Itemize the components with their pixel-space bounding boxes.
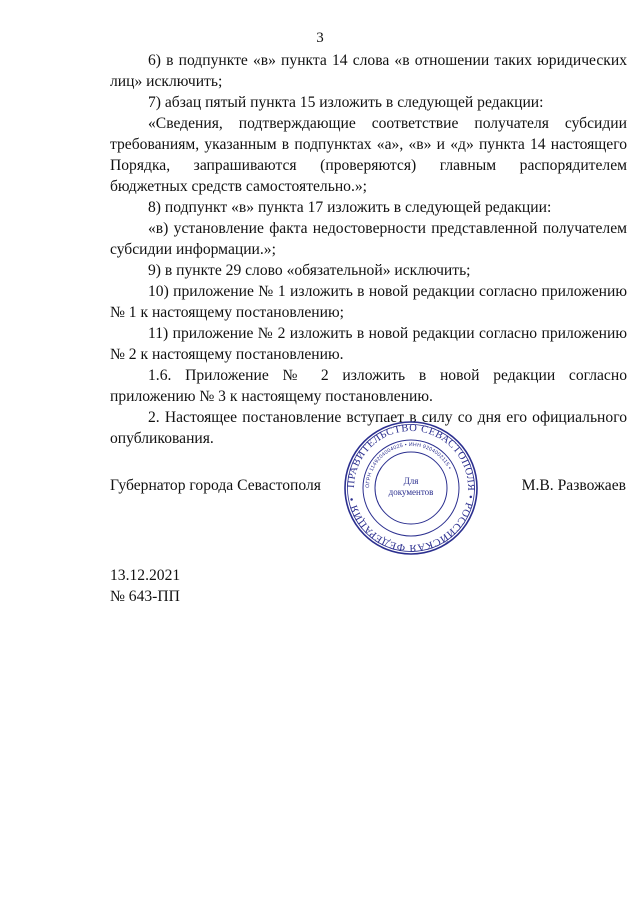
seal-center-line2: документов	[388, 487, 434, 497]
seal-center-line1: Для	[403, 476, 419, 486]
paragraph-item-9: 9) в пункте 29 слово «обязательной» исключить;	[148, 262, 471, 279]
seal-inner-text: ОГРН 1149204004025 • ИНН 9204002115 •	[364, 441, 453, 489]
paragraph-item-7: 7) абзац пятый пункта 15 изложить в следующей редакции:	[148, 94, 544, 111]
document-number: № 643-ПП	[110, 588, 180, 605]
paragraph-item-10: 10) приложение № 1 изложить в новой редакции согласно приложению № 1 к настоящему постановлению;	[110, 283, 627, 321]
paragraph-quote-17: «в) установление факта недостоверности представленной получателем субсидии информации.»;	[110, 220, 627, 258]
signatory-name: М.В. Развожаев	[521, 477, 626, 494]
page-number: 3	[316, 30, 324, 46]
seal-outer-text: ПРАВИТЕЛЬСТВО СЕВАСТОПОЛЯ • РОССИЙСКАЯ ФЕДЕРАЦИЯ •	[345, 422, 477, 554]
official-seal	[343, 420, 479, 556]
paragraph-item-2: 2. Настоящее постановление вступает в силу со дня его официального опубликования.	[110, 409, 627, 447]
document-date: 13.12.2021	[110, 567, 181, 584]
paragraph-item-6: 6) в подпункте «в» пункта 14 слова «в отношении таких юридических лиц» исключить;	[110, 52, 627, 90]
signatory-title: Губернатор города Севастополя	[110, 477, 321, 494]
paragraph-item-8: 8) подпункт «в» пункта 17 изложить в следующей редакции:	[148, 199, 552, 216]
paragraph-item-11: 11) приложение № 2 изложить в новой редакции согласно приложению № 2 к настоящему постановлению.	[110, 325, 627, 363]
paragraph-item-1-6: 1.6. Приложение № 2 изложить в новой редакции согласно приложению № 3 к настоящему постановлению.	[110, 367, 627, 405]
paragraph-quote-15: «Сведения, подтверждающие соответствие получателя субсидии требованиям, указанным в подпунктах «а», «в» и «д» пункта 14 настоящего Порядка, запрашиваются (проверяются) главным распорядителем бюджетных средств самостоятельно.»;	[110, 115, 627, 195]
document-body	[110, 50, 627, 449]
